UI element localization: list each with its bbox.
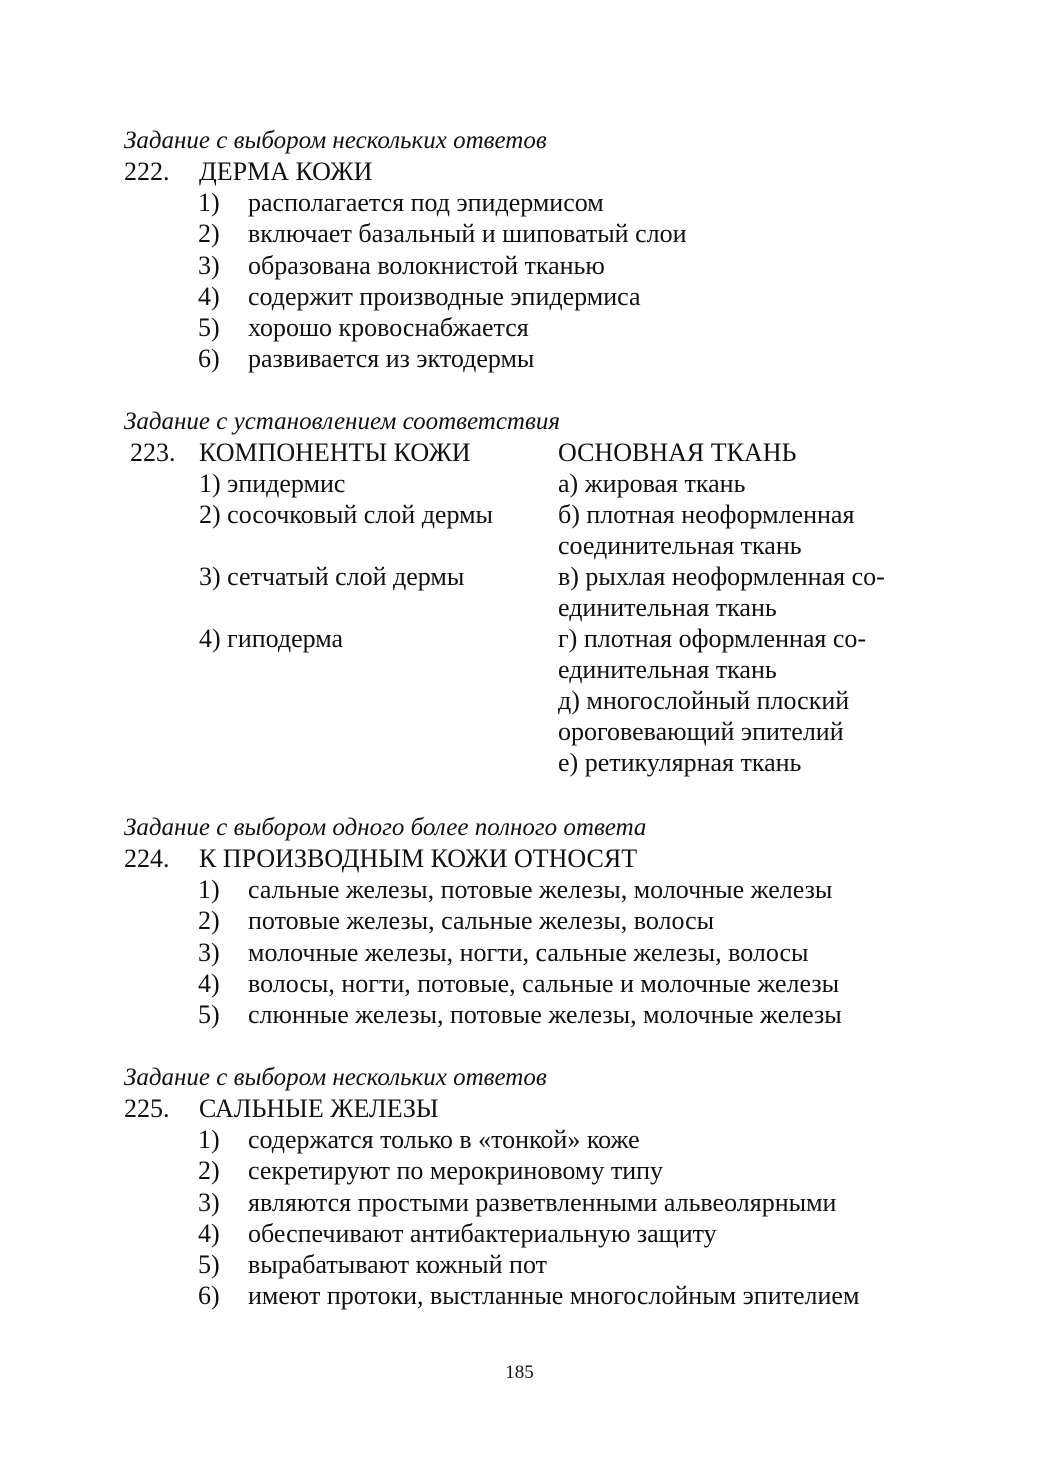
tissue-option: е) ретикулярная ткань [558,748,802,777]
question-heading [124,156,924,187]
option-number: 5) [198,1250,220,1280]
matching-heading [124,437,924,468]
option-number: 6) [198,344,220,374]
option-text: включает базальный и шиповатый слои [248,219,687,249]
answer-option [124,187,924,218]
option-text: обеспечивают антибактериальную защиту [248,1218,717,1248]
answer-option [124,1280,924,1311]
question-heading [124,843,924,874]
option-number: 1) [198,875,220,904]
matching-row [124,468,924,499]
option-text: содержит производные эпидермиса [248,281,641,311]
matching-row [124,685,924,747]
tissue-option: б) плотная неоформленная соединительная ткань [558,500,855,560]
option-text: содержатся только в «тонкой» коже [248,1125,640,1154]
option-number: 5) [198,1000,220,1030]
option-number: 3) [198,1187,220,1217]
skin-component: 1) эпидермис [199,469,346,498]
matching-row [124,561,924,623]
option-number: 3) [198,937,220,967]
option-text: волосы, ногти, потовые, сальные и молочные железы [248,968,840,998]
skin-component: 2) сосочковый слой дермы [199,500,493,529]
task-type-label: Задание с выбором нескольких ответов [124,1064,547,1091]
skin-component: 3) сетчатый слой дермы [199,562,465,591]
option-number: 6) [198,1281,220,1311]
tissue-option: г) плотная оформленная со-единительная ткань [558,624,867,684]
task-type-label: Задание с выбором одного более полного ответа [124,814,647,841]
option-text: имеют протоки, выстланные многослойным эпителием [248,1281,860,1311]
option-text: молочные железы, ногти, сальные железы, волосы [248,937,809,967]
question-225 [124,1062,924,1312]
option-text: вырабатывают кожный пот [248,1250,547,1280]
answer-option [124,905,924,936]
answer-option [124,874,924,905]
answer-option [124,1218,924,1249]
question-title: К ПРОИЗВОДНЫМ КОЖИ ОТНОСЯТ [199,844,638,873]
option-number: 3) [198,250,220,280]
tissue-option: а) жировая ткань [558,469,746,498]
question-number: 223. [130,438,176,467]
answer-option [124,937,924,968]
option-text: сальные железы, потовые железы, молочные железы [248,875,833,904]
option-text: слюнные железы, потовые железы, молочные железы [248,1000,842,1030]
left-column-title: КОМПОНЕНТЫ КОЖИ [199,438,471,467]
option-number: 4) [198,281,220,311]
question-number: 225. [124,1094,170,1123]
answer-option [124,999,924,1030]
question-223 [124,406,924,778]
matching-row [124,747,924,778]
option-text: развивается из эктодермы [248,344,535,374]
matching-row [124,499,924,561]
skin-component: 4) гиподерма [199,624,344,653]
question-number: 222. [124,157,170,186]
question-number: 224. [124,844,170,873]
option-number: 2) [198,906,220,936]
answer-option [124,968,924,999]
option-number: 2) [198,219,220,249]
option-text: образована волокнистой тканью [248,250,605,280]
question-title: САЛЬНЫЕ ЖЕЛЕЗЫ [199,1094,439,1123]
answer-option [124,343,924,374]
answer-option [124,218,924,249]
answer-option [124,1124,924,1155]
question-224 [124,812,924,1030]
option-number: 5) [198,313,220,343]
question-title: ДЕРМА КОЖИ [199,157,373,186]
matching-row [124,623,924,685]
answer-option [124,1155,924,1186]
right-column-title: ОСНОВНАЯ ТКАНЬ [558,438,797,467]
option-number: 4) [198,1218,220,1248]
option-number: 4) [198,968,220,998]
option-text: секретируют по мерокриновому типу [248,1156,664,1186]
option-text: являются простыми разветвленными альвеолярными [248,1187,837,1217]
answer-option [124,250,924,281]
option-number: 2) [198,1156,220,1186]
option-text: хорошо кровоснабжается [248,313,529,343]
tissue-option: д) многослойный плоский ороговевающий эпителий [558,686,850,746]
option-number: 1) [198,188,220,217]
tissue-option: в) рыхлая неоформленная со-единительная ткань [558,562,885,622]
option-number: 1) [198,1125,220,1154]
question-heading [124,1093,924,1124]
answer-option [124,1187,924,1218]
question-222 [124,125,924,375]
option-text: потовые железы, сальные железы, волосы [248,906,715,936]
answer-option [124,1249,924,1280]
answer-option [124,281,924,312]
answer-option [124,312,924,343]
task-type-label: Задание с установлением соответствия [124,408,560,435]
task-type-label: Задание с выбором нескольких ответов [124,127,547,154]
option-text: располагается под эпидермисом [248,188,604,217]
page-number: 185 [505,1362,534,1383]
